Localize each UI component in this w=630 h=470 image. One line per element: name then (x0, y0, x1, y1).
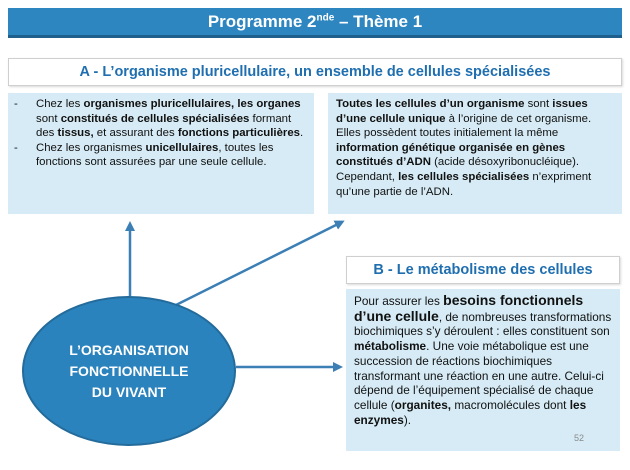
page-number: 52 (574, 433, 585, 443)
section-a-right-box: Toutes les cellules d’un organisme sont issues d’une cellule unique à l’origine de cet organisme. Elles possèdent toutes initialement la même information génétique organisée en gènes constitués d’ADN (acide désoxyribonucléique). Cependant, les cellules spécialisées n’expriment qu’une partie de l’ADN. (328, 93, 622, 214)
section-b-title: B - Le métabolisme des cellules (346, 256, 620, 284)
list-item: - Chez les organismes pluricellulaires, les organes sont constitués de cellules spécialisées formant des tissus, et assurant des fonctions particulières. (14, 98, 304, 140)
ellipse-line-2: FONCTIONNELLE (69, 362, 189, 379)
section-b-box: Pour assurer les besoins fonctionnels d’une cellule, de nombreuses transformations biochimiques s’y déroulent : elles constituent son métabolisme. Une voie métabolique est une succession de réactions biochimiques transformant une réaction en une autre. Celui-ci dépend de l’équipement spécialisé de chaque cellule (organites, macromolécules dont les enzymes). (346, 289, 620, 451)
central-ellipse (22, 296, 236, 446)
slide-title: Programme 2nde – Thème 1 (207, 11, 423, 31)
arrow-to-right-box (170, 222, 342, 308)
list-item: - Chez les organismes unicellulaires, toutes les fonctions sont assurées par une seule cellule. (14, 141, 274, 169)
ellipse-line-1: L’ORGANISATION (69, 341, 189, 358)
ellipse-line-3: DU VIVANT (91, 383, 167, 400)
section-a-title: A - L’organisme pluricellulaire, un ensemble de cellules spécialisées (8, 58, 622, 86)
